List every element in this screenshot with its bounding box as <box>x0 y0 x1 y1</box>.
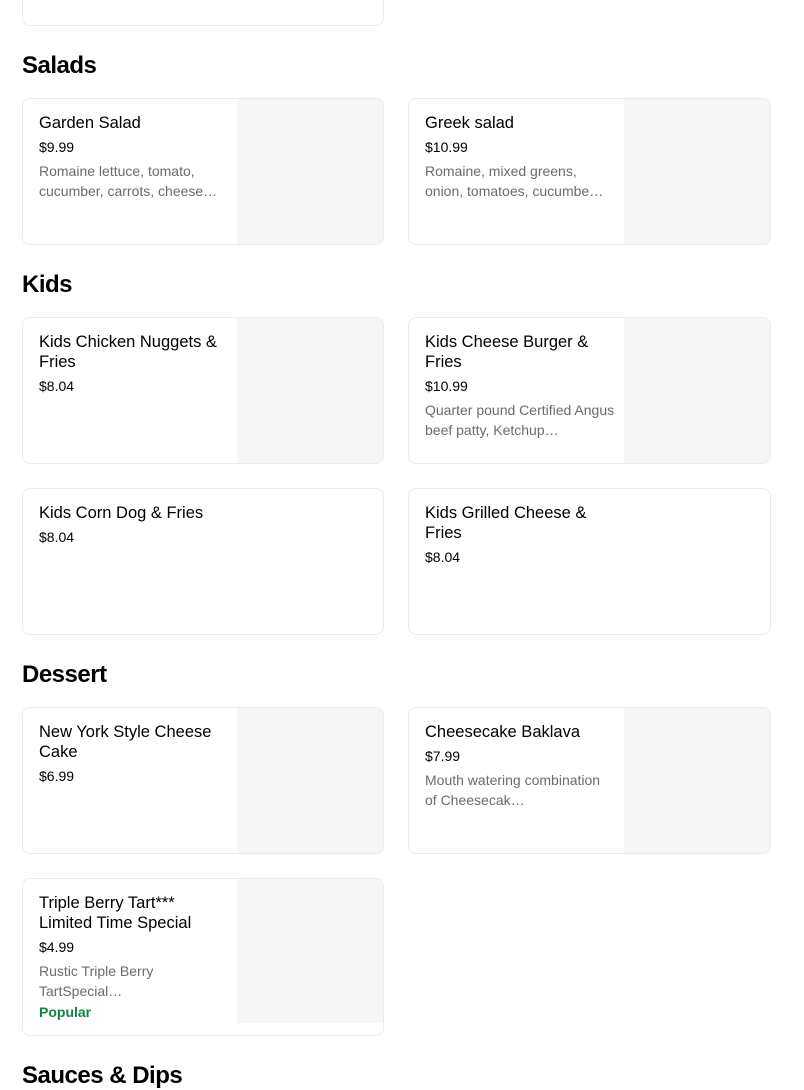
menu-item-garden-salad[interactable] <box>22 98 384 245</box>
item-price: $9.99 <box>39 139 75 155</box>
item-image <box>237 879 383 1023</box>
item-price: $10.99 <box>425 378 468 394</box>
item-image <box>624 99 770 244</box>
item-name: Cheesecake Baklava <box>425 723 581 741</box>
menu-item-new-york-cheese-cake[interactable] <box>22 707 384 854</box>
item-price: $8.04 <box>39 378 75 394</box>
menu-item-kids-cheese-burger[interactable] <box>408 317 771 464</box>
previous-section-item-card[interactable] <box>22 0 384 26</box>
popular-badge: Popular <box>39 1004 92 1020</box>
item-price: $6.99 <box>39 768 75 784</box>
item-price: $8.04 <box>425 549 461 565</box>
section-title-dessert: Dessert <box>22 661 107 688</box>
section-title-salads: Salads <box>22 52 97 79</box>
item-name: Kids Chicken Nuggets & Fries <box>39 333 217 371</box>
item-description: Romaine lettuce, tomato, cucumber, carrots, cheese… <box>39 163 218 199</box>
item-description: Rustic Triple Berry TartSpecial… <box>39 963 154 999</box>
item-price: $8.04 <box>39 529 75 545</box>
menu-item-kids-chicken-nuggets[interactable] <box>22 317 384 464</box>
item-image <box>624 708 770 853</box>
menu-item-kids-corn-dog[interactable] <box>22 488 384 635</box>
menu-item-kids-grilled-cheese[interactable] <box>408 488 771 635</box>
item-image <box>237 318 383 463</box>
menu-item-triple-berry-tart[interactable] <box>22 878 384 1036</box>
section-title-sauces-dips: Sauces & Dips <box>22 1062 183 1089</box>
item-description: Quarter pound Certified Angus beef patty, Ketchup… <box>425 402 615 438</box>
item-price: $7.99 <box>425 748 461 764</box>
item-description: Mouth watering combination of Cheesecak… <box>425 772 601 808</box>
item-name: Kids Grilled Cheese & Fries <box>425 504 587 542</box>
item-name: Triple Berry Tart*** Limited Time Special <box>39 894 192 932</box>
section-title-kids: Kids <box>22 271 73 298</box>
menu-item-greek-salad[interactable] <box>408 98 771 245</box>
item-name: Kids Cheese Burger & Fries <box>425 333 589 371</box>
item-name: New York Style Cheese Cake <box>39 723 212 761</box>
item-image <box>237 99 383 244</box>
item-name: Greek salad <box>425 114 514 132</box>
item-description: Romaine, mixed greens, onion, tomatoes, cucumbe… <box>425 163 604 199</box>
item-price: $10.99 <box>425 139 468 155</box>
menu-item-cheesecake-baklava[interactable] <box>408 707 771 854</box>
item-name: Kids Corn Dog & Fries <box>39 504 204 522</box>
item-image <box>624 318 770 463</box>
item-image <box>237 708 383 853</box>
item-name: Garden Salad <box>39 114 141 132</box>
item-price: $4.99 <box>39 939 75 955</box>
